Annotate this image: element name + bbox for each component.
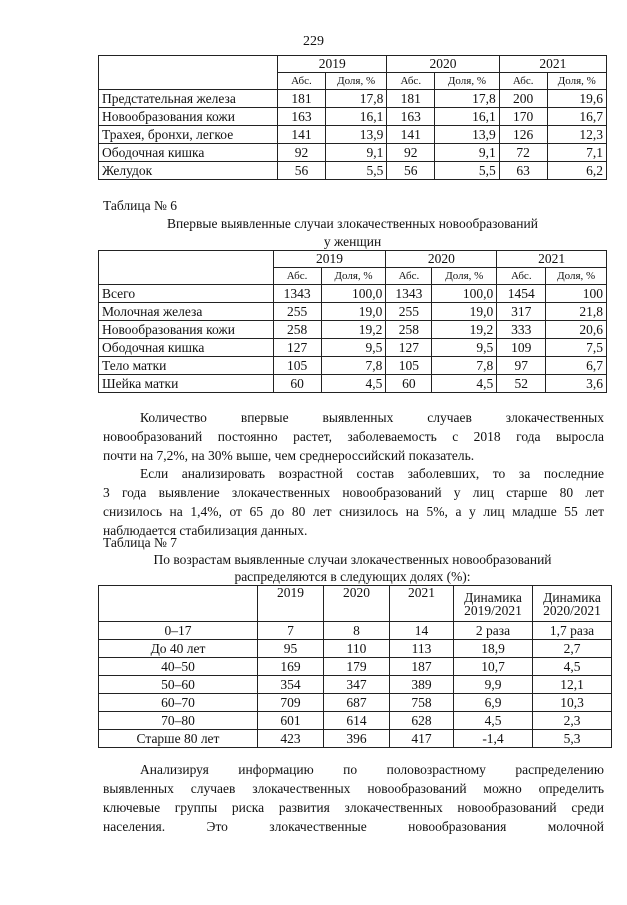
table-row bbox=[99, 90, 607, 108]
row-label: Желудок bbox=[99, 162, 278, 180]
table-cell: 8 bbox=[324, 622, 390, 640]
table-5-subheader-abs: Абс. bbox=[499, 73, 547, 90]
table-cell: 110 bbox=[324, 640, 390, 658]
table-row bbox=[99, 658, 612, 676]
table-cell: 1343 bbox=[273, 285, 321, 303]
row-label: Предстательная железа bbox=[99, 90, 278, 108]
row-label: Трахея, бронхи, легкое bbox=[99, 126, 278, 144]
table-cell: 169 bbox=[258, 658, 324, 676]
page-number: 229 bbox=[303, 34, 324, 49]
table-cell: 3,6 bbox=[546, 375, 607, 393]
table-cell: 105 bbox=[386, 357, 432, 375]
table-6-year-header: 2019 bbox=[273, 251, 386, 268]
table-cell: 163 bbox=[387, 108, 435, 126]
table-5-year-header: 2021 bbox=[499, 56, 606, 73]
table-cell: 97 bbox=[497, 357, 546, 375]
table-cell: 163 bbox=[278, 108, 326, 126]
table-cell: 14 bbox=[390, 622, 454, 640]
table-7-header: 2020 bbox=[324, 586, 390, 622]
table-cell: 7,1 bbox=[547, 144, 606, 162]
table-cell: 9,1 bbox=[325, 144, 386, 162]
table-cell: 100 bbox=[546, 285, 607, 303]
table-cell: 181 bbox=[387, 90, 435, 108]
table-7-header: 2021 bbox=[390, 586, 454, 622]
table-7 bbox=[98, 585, 612, 748]
table-5-subheader-abs: Абс. bbox=[278, 73, 326, 90]
paragraph-3-line: Анализируя информацию по половозрастному распределению bbox=[140, 762, 604, 777]
table-cell: 601 bbox=[258, 712, 324, 730]
table-cell: 20,6 bbox=[546, 321, 607, 339]
paragraph-2-line: 3 года выявление злокачественных новообразований у лиц старше 80 лет bbox=[103, 485, 604, 500]
table-cell: 423 bbox=[258, 730, 324, 748]
row-label: Шейка матки bbox=[99, 375, 274, 393]
row-label: Ободочная кишка bbox=[99, 339, 274, 357]
table-row bbox=[99, 321, 607, 339]
paragraph-3-line: ключевые группы риска развития злокачественных новообразований среди bbox=[103, 800, 604, 815]
table-row bbox=[99, 303, 607, 321]
row-label: Тело матки bbox=[99, 357, 274, 375]
table-cell: -1,4 bbox=[454, 730, 533, 748]
paragraph-2-line: Если анализировать возрастной состав заболевших, то за последние bbox=[140, 466, 604, 481]
row-label: Молочная железа bbox=[99, 303, 274, 321]
table-row bbox=[99, 622, 612, 640]
table-cell: 100,0 bbox=[432, 285, 497, 303]
table-cell: 127 bbox=[273, 339, 321, 357]
table-7-title-line1: По возрастам выявленные случаи злокачественных новообразований bbox=[153, 552, 552, 567]
table-row bbox=[99, 730, 612, 748]
row-label: 40–50 bbox=[99, 658, 258, 676]
table-cell: 6,9 bbox=[454, 694, 533, 712]
table-5-body bbox=[99, 90, 607, 180]
table-cell: 16,1 bbox=[325, 108, 386, 126]
table-cell: 2,7 bbox=[533, 640, 612, 658]
table-cell: 317 bbox=[497, 303, 546, 321]
table-6-subheader-abs: Абс. bbox=[386, 268, 432, 285]
table-cell: 4,5 bbox=[533, 658, 612, 676]
row-label: До 40 лет bbox=[99, 640, 258, 658]
table-cell: 1343 bbox=[386, 285, 432, 303]
table-6-title-line2: у женщин bbox=[323, 234, 382, 249]
table-cell: 417 bbox=[390, 730, 454, 748]
table-cell: 92 bbox=[278, 144, 326, 162]
table-cell: 6,2 bbox=[547, 162, 606, 180]
table-5 bbox=[98, 55, 607, 180]
table-cell: 7,5 bbox=[546, 339, 607, 357]
paragraph-1-line: Количество впервые выявленных случаев злокачественных bbox=[140, 410, 604, 425]
table-cell: 13,9 bbox=[435, 126, 500, 144]
table-row bbox=[99, 339, 607, 357]
table-5-subheader-share: Доля, % bbox=[325, 73, 386, 90]
table-cell: 141 bbox=[387, 126, 435, 144]
table-cell: 12,3 bbox=[547, 126, 606, 144]
row-label: Старше 80 лет bbox=[99, 730, 258, 748]
table-7-title-line2: распределяются в следующих долях (%): bbox=[234, 569, 471, 584]
table-cell: 127 bbox=[386, 339, 432, 357]
table-5-year-header: 2020 bbox=[387, 56, 499, 73]
table-cell: 181 bbox=[278, 90, 326, 108]
table-6-subheader-share: Доля, % bbox=[546, 268, 607, 285]
table-6-subheader-abs: Абс. bbox=[497, 268, 546, 285]
table-cell: 4,5 bbox=[321, 375, 386, 393]
table-cell: 7,8 bbox=[321, 357, 386, 375]
table-cell: 258 bbox=[386, 321, 432, 339]
table-cell: 126 bbox=[499, 126, 547, 144]
table-cell: 628 bbox=[390, 712, 454, 730]
table-row bbox=[99, 108, 607, 126]
table-cell: 56 bbox=[278, 162, 326, 180]
table-6-subheader-abs: Абс. bbox=[273, 268, 321, 285]
table-5-subheader-share: Доля, % bbox=[435, 73, 500, 90]
table-cell: 17,8 bbox=[435, 90, 500, 108]
table-cell: 5,3 bbox=[533, 730, 612, 748]
table-row bbox=[99, 694, 612, 712]
table-cell: 354 bbox=[258, 676, 324, 694]
table-cell: 19,2 bbox=[432, 321, 497, 339]
table-5-subheader-share: Доля, % bbox=[547, 73, 606, 90]
table-7-header: Динамика 2020/2021 bbox=[533, 586, 612, 622]
table-6-subheader-share: Доля, % bbox=[321, 268, 386, 285]
table-cell: 200 bbox=[499, 90, 547, 108]
table-row bbox=[99, 357, 607, 375]
table-cell: 141 bbox=[278, 126, 326, 144]
table-row bbox=[99, 712, 612, 730]
table-cell: 105 bbox=[273, 357, 321, 375]
table-cell: 18,9 bbox=[454, 640, 533, 658]
row-label: 60–70 bbox=[99, 694, 258, 712]
table-cell: 187 bbox=[390, 658, 454, 676]
table-cell: 17,8 bbox=[325, 90, 386, 108]
table-row bbox=[99, 640, 612, 658]
table-cell: 19,6 bbox=[547, 90, 606, 108]
table-cell: 170 bbox=[499, 108, 547, 126]
row-label: 0–17 bbox=[99, 622, 258, 640]
table-cell: 52 bbox=[497, 375, 546, 393]
table-row bbox=[99, 676, 612, 694]
table-6-year-header: 2020 bbox=[386, 251, 497, 268]
row-label: Ободочная кишка bbox=[99, 144, 278, 162]
table-cell: 10,7 bbox=[454, 658, 533, 676]
table-cell: 113 bbox=[390, 640, 454, 658]
table-7-caption: Таблица № 7 bbox=[103, 535, 177, 550]
table-cell: 7,8 bbox=[432, 357, 497, 375]
row-label: 70–80 bbox=[99, 712, 258, 730]
paragraph-1 bbox=[103, 408, 604, 465]
paragraph-1-line: новообразований постоянно растет, заболеваемость с 2018 года выросла bbox=[103, 429, 604, 444]
table-5-corner bbox=[99, 56, 278, 90]
table-cell: 5,5 bbox=[325, 162, 386, 180]
table-cell: 9,1 bbox=[435, 144, 500, 162]
table-cell: 258 bbox=[273, 321, 321, 339]
table-cell: 1,7 раза bbox=[533, 622, 612, 640]
table-cell: 13,9 bbox=[325, 126, 386, 144]
table-cell: 92 bbox=[387, 144, 435, 162]
table-cell: 19,2 bbox=[321, 321, 386, 339]
table-cell: 9,9 bbox=[454, 676, 533, 694]
table-cell: 16,1 bbox=[435, 108, 500, 126]
table-cell: 19,0 bbox=[321, 303, 386, 321]
table-cell: 4,5 bbox=[432, 375, 497, 393]
table-6-corner bbox=[99, 251, 274, 285]
table-cell: 1454 bbox=[497, 285, 546, 303]
table-cell: 2 раза bbox=[454, 622, 533, 640]
table-6-year-header: 2021 bbox=[497, 251, 607, 268]
row-label: Всего bbox=[99, 285, 274, 303]
table-cell: 9,5 bbox=[432, 339, 497, 357]
row-label: Новообразования кожи bbox=[99, 108, 278, 126]
paragraph-1-line: почти на 7,2%, на 30% выше, чем среднероссийский показатель. bbox=[103, 448, 475, 463]
table-6-body bbox=[99, 285, 607, 393]
table-cell: 63 bbox=[499, 162, 547, 180]
table-row bbox=[99, 144, 607, 162]
table-cell: 56 bbox=[387, 162, 435, 180]
table-cell: 6,7 bbox=[546, 357, 607, 375]
table-cell: 21,8 bbox=[546, 303, 607, 321]
paragraph-3 bbox=[103, 760, 604, 836]
table-cell: 7 bbox=[258, 622, 324, 640]
table-row bbox=[99, 285, 607, 303]
table-cell: 60 bbox=[386, 375, 432, 393]
table-cell: 72 bbox=[499, 144, 547, 162]
table-cell: 614 bbox=[324, 712, 390, 730]
table-cell: 10,3 bbox=[533, 694, 612, 712]
table-5-year-header: 2019 bbox=[278, 56, 387, 73]
table-cell: 255 bbox=[273, 303, 321, 321]
table-row bbox=[99, 162, 607, 180]
paragraph-2-line: снизилось на 1,4%, от 65 до 80 лет снизилось на 5%, а у лиц младше 55 лет bbox=[103, 504, 604, 519]
table-cell: 2,3 bbox=[533, 712, 612, 730]
table-cell: 333 bbox=[497, 321, 546, 339]
table-cell: 396 bbox=[324, 730, 390, 748]
table-cell: 4,5 bbox=[454, 712, 533, 730]
table-7-corner bbox=[99, 586, 258, 622]
table-7-header: 2019 bbox=[258, 586, 324, 622]
table-cell: 16,7 bbox=[547, 108, 606, 126]
table-cell: 255 bbox=[386, 303, 432, 321]
table-6-subheader-share: Доля, % bbox=[432, 268, 497, 285]
table-cell: 9,5 bbox=[321, 339, 386, 357]
table-cell: 95 bbox=[258, 640, 324, 658]
table-6 bbox=[98, 250, 607, 393]
table-cell: 109 bbox=[497, 339, 546, 357]
table-7-body bbox=[99, 622, 612, 748]
table-row bbox=[99, 126, 607, 144]
table-cell: 758 bbox=[390, 694, 454, 712]
table-6-title-line1: Впервые выявленные случаи злокачественных новообразований bbox=[167, 216, 538, 231]
table-6-caption: Таблица № 6 bbox=[103, 198, 177, 213]
table-cell: 60 bbox=[273, 375, 321, 393]
table-cell: 709 bbox=[258, 694, 324, 712]
row-label: 50–60 bbox=[99, 676, 258, 694]
paragraph-2 bbox=[103, 464, 604, 540]
table-cell: 687 bbox=[324, 694, 390, 712]
table-cell: 5,5 bbox=[435, 162, 500, 180]
table-cell: 100,0 bbox=[321, 285, 386, 303]
table-cell: 347 bbox=[324, 676, 390, 694]
table-cell: 12,1 bbox=[533, 676, 612, 694]
paragraph-2-line: наблюдается стабилизация данных. bbox=[103, 523, 308, 538]
table-cell: 19,0 bbox=[432, 303, 497, 321]
paragraph-3-line: выявленных случаев злокачественных новообразований можно определить bbox=[103, 781, 604, 796]
table-row bbox=[99, 375, 607, 393]
table-7-header: Динамика 2019/2021 bbox=[454, 586, 533, 622]
table-cell: 179 bbox=[324, 658, 390, 676]
row-label: Новообразования кожи bbox=[99, 321, 274, 339]
paragraph-3-line: населения. Это злокачественные новообразования молочной bbox=[103, 819, 604, 834]
table-cell: 389 bbox=[390, 676, 454, 694]
table-5-subheader-abs: Абс. bbox=[387, 73, 435, 90]
